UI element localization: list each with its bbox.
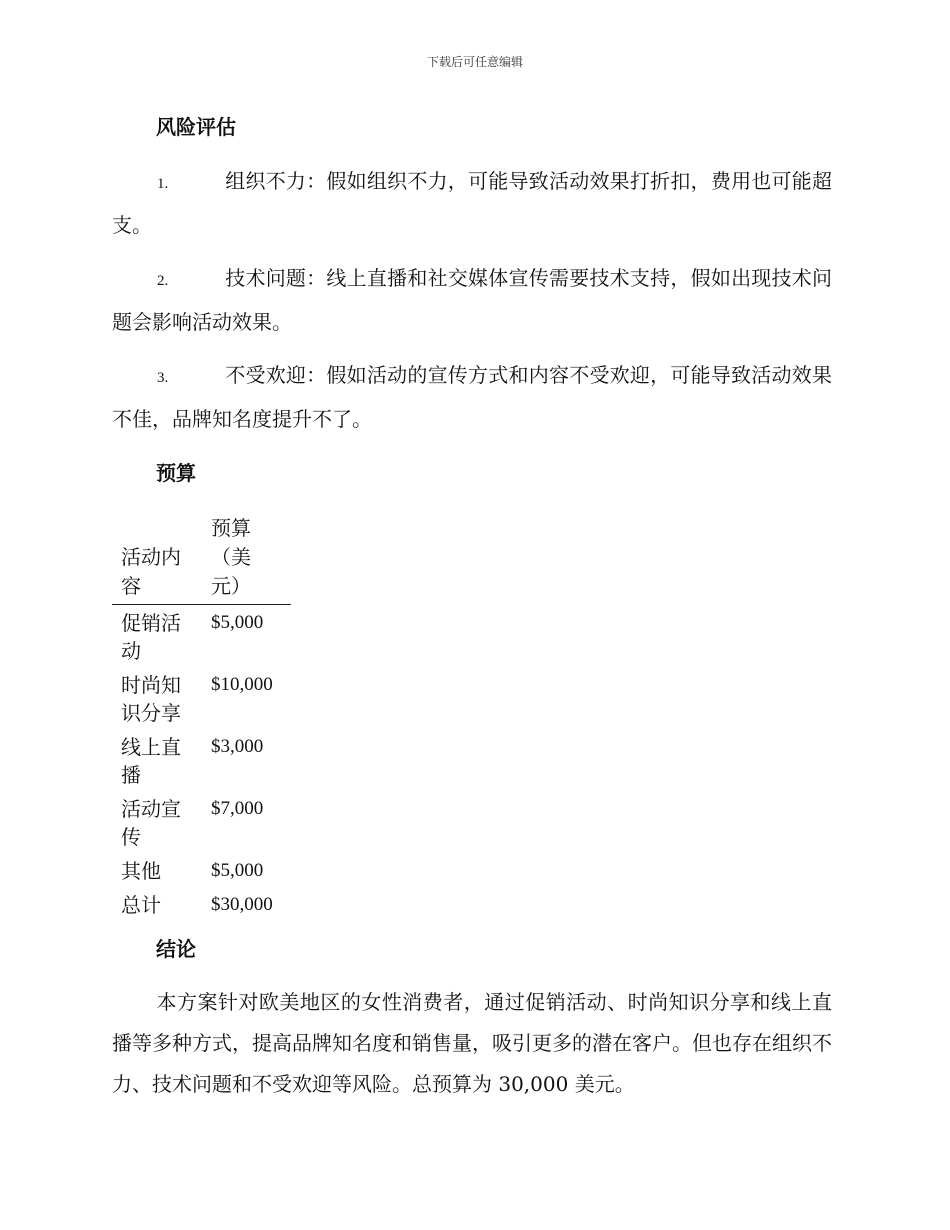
risk-heading: 风险评估 (156, 115, 236, 139)
risk-item-text: 假如组织不力，可能导致活动效果打折扣，费用也可能超支。 (112, 169, 833, 237)
budget-activity-cell: 时尚知识分享 (121, 673, 181, 725)
conclusion-heading: 结论 (156, 937, 196, 961)
page-header: 下载后可任意编辑 (426, 55, 523, 69)
budget-amount-cell: $5,000 (211, 612, 264, 633)
table-row (112, 729, 291, 791)
risk-item-number: 3. (157, 370, 169, 386)
risk-item-3 (112, 355, 832, 440)
table-row (112, 887, 291, 921)
budget-activity-cell: 总计 (121, 893, 161, 917)
risk-item-1 (112, 161, 832, 246)
risk-item-number: 2. (157, 273, 169, 289)
budget-table (112, 514, 291, 921)
budget-heading: 预算 (156, 461, 196, 485)
table-row (112, 791, 291, 853)
budget-amount-cell: $10,000 (211, 674, 273, 695)
conclusion-paragraph (112, 982, 832, 1105)
budget-amount-cell: $5,000 (211, 860, 264, 881)
risk-item-number: 1. (157, 176, 169, 192)
budget-amount-cell: $7,000 (211, 798, 264, 819)
budget-amount-cell: $3,000 (211, 736, 264, 757)
budget-table-header-row (112, 514, 291, 605)
budget-column-amount: 预算（美元） (211, 514, 291, 605)
risk-item-2 (112, 258, 832, 343)
budget-activity-cell: 促销活动 (121, 611, 181, 663)
risk-item-text: 线上直播和社交媒体宣传需要技术支持，假如出现技术问题会影响活动效果。 (112, 266, 833, 334)
risk-item-title: 技术问题： (225, 266, 327, 290)
budget-activity-cell: 活动宣传 (121, 797, 181, 849)
budget-amount-cell: $30,000 (211, 894, 273, 915)
budget-column-activity: 活动内容 (112, 514, 211, 605)
risk-item-title: 组织不力： (225, 169, 327, 193)
risk-item-text: 假如活动的宣传方式和内容不受欢迎，可能导致活动效果不佳，品牌知名度提升不了。 (112, 363, 833, 431)
table-row (112, 853, 291, 887)
table-row (112, 667, 291, 729)
conclusion-text: 本方案针对欧美地区的女性消费者，通过促销活动、时尚知识分享和线上直播等多种方式，提高品牌知名度和销售量，吸引更多的潜在客户。但也存在组织不力、技术问题和不受欢迎等风险。总预算为 30,000 美元。 (112, 990, 832, 1096)
budget-activity-cell: 其他 (121, 859, 161, 883)
table-row (112, 605, 291, 668)
risk-item-title: 不受欢迎： (225, 363, 327, 387)
budget-activity-cell: 线上直播 (121, 735, 181, 787)
